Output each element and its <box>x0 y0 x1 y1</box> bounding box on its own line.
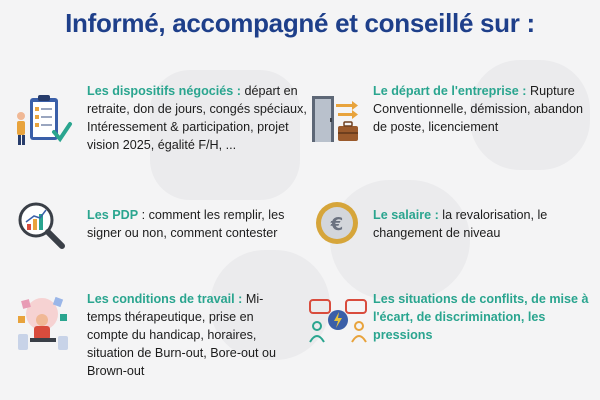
conflict-icon <box>308 296 368 348</box>
item-depart-entreprise <box>373 82 595 136</box>
item-pdp <box>87 206 302 242</box>
item-heading: Le salaire : <box>373 208 439 222</box>
workload-person-icon <box>12 294 74 352</box>
item-salaire <box>373 206 588 242</box>
item-heading: Les conditions de travail : <box>87 292 243 306</box>
item-text: : comment les remplir, les signer ou non, comment contester <box>87 208 285 240</box>
item-heading: Les dispositifs négociés : <box>87 84 241 98</box>
item-heading: Les situations de conflits, de mise à l'écart, de discrimination, les pressions <box>373 292 589 342</box>
item-conditions-travail <box>87 290 297 380</box>
exit-door-icon <box>308 90 366 148</box>
item-dispositifs <box>87 82 307 154</box>
magnifier-chart-icon <box>14 200 70 252</box>
item-text: départ en retraite, don de jours, congés spéciaux, Intéressement & participation, projet vision 2025, égalité F/H, ... <box>87 84 307 152</box>
page-title: Informé, accompagné et conseillé sur : <box>65 8 535 38</box>
item-text: la revalorisation, le changement de niveau <box>373 208 548 240</box>
item-conflits <box>373 290 595 344</box>
item-heading: Les PDP <box>87 208 139 222</box>
item-text: Rupture Conventionnelle, démission, abandon de poste, licenciement <box>373 84 584 134</box>
checklist-icon <box>14 94 74 149</box>
euro-coin-icon <box>314 200 360 246</box>
item-text: Mi-temps thérapeutique, prise en compte du handicap, horaires, situation de Burn-out, Bore-out ou Brown-out <box>87 292 277 378</box>
item-heading: Le départ de l'entreprise : <box>373 84 527 98</box>
svg-text:€: € <box>330 214 344 235</box>
